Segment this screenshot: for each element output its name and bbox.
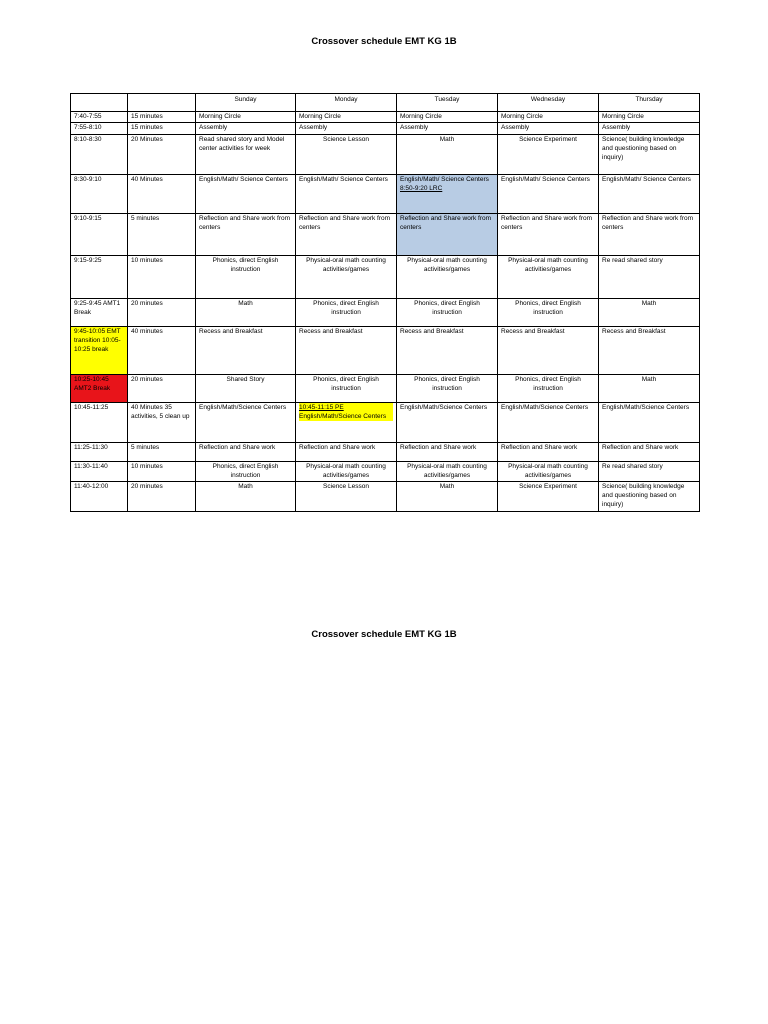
table-row (71, 462, 700, 482)
activity-cell: Phonics, direct English instruction (397, 375, 498, 403)
activity-cell: Math (397, 482, 498, 512)
activity-cell: Math (196, 299, 296, 327)
activity-cell: Reflection and Share work from centers (397, 214, 498, 256)
duration-cell: 20 minutes (128, 299, 196, 327)
activity-cell: English/Math/Science Centers (397, 403, 498, 443)
time-cell: 9:15-9:25 (71, 256, 128, 299)
duration-cell: 40 minutes (128, 327, 196, 375)
time-cell: 11:40-12:00 (71, 482, 128, 512)
page-title-second: Crossover schedule EMT KG 1B (311, 629, 457, 640)
activity-cell: Assembly (599, 123, 700, 135)
pe-note: 10:45-11:15 PE (299, 404, 344, 411)
activity-cell: Reflection and Share work (599, 443, 700, 462)
header-row (71, 94, 700, 112)
activity-cell: Recess and Breakfast (599, 327, 700, 375)
time-cell: 10:45-11:25 (71, 403, 128, 443)
duration-cell: 40 Minutes 35 activities, 5 clean up (128, 403, 196, 443)
table-row (71, 123, 700, 135)
activity-cell: Reflection and Share work (498, 443, 599, 462)
duration-cell: 40 Minutes (128, 175, 196, 214)
activity-cell-tuesday-lrc (397, 175, 498, 214)
header-thursday: Thursday (599, 94, 700, 112)
activity-cell: Phonics, direct English instruction (296, 375, 397, 403)
activity-cell: Phonics, direct English instruction (397, 299, 498, 327)
table-row (71, 112, 700, 123)
duration-cell: 20 Minutes (128, 135, 196, 175)
activity-cell: Phonics, direct English instruction (296, 299, 397, 327)
pe-highlight (299, 403, 393, 421)
activity-cell: Physical-oral math counting activities/games (498, 462, 599, 482)
activity-cell: Reflection and Share work from centers (498, 214, 599, 256)
activity-text: English/Math/ Science Centers (400, 176, 489, 183)
table-row (71, 327, 700, 375)
duration-cell: 5 minutes (128, 214, 196, 256)
activity-cell: English/Math/ Science Centers (599, 175, 700, 214)
activity-cell: Reflection and Share work from centers (196, 214, 296, 256)
activity-cell: Re read shared story (599, 462, 700, 482)
activity-cell-monday-pe (296, 403, 397, 443)
activity-cell: English/Math/Science Centers (498, 403, 599, 443)
activity-cell: Math (599, 375, 700, 403)
activity-cell: Assembly (397, 123, 498, 135)
duration-cell: 5 minutes (128, 443, 196, 462)
activity-cell: Physical-oral math counting activities/games (296, 256, 397, 299)
activity-cell: Science( building knowledge and questioning based on inquiry) (599, 135, 700, 175)
activity-cell: Read shared story and Model center activities for week (196, 135, 296, 175)
activity-cell: Assembly (196, 123, 296, 135)
activity-cell: Physical-oral math counting activities/games (498, 256, 599, 299)
activity-cell: Reflection and Share work (397, 443, 498, 462)
table-row (71, 135, 700, 175)
duration-cell: 10 minutes (128, 256, 196, 299)
activity-cell: English/Math/ Science Centers (498, 175, 599, 214)
activity-cell: Reflection and Share work (196, 443, 296, 462)
header-monday: Monday (296, 94, 397, 112)
time-cell: 7:55-8:10 (71, 123, 128, 135)
table-row (71, 299, 700, 327)
activity-cell: Morning Circle (397, 112, 498, 123)
activity-cell: Reflection and Share work from centers (296, 214, 397, 256)
activity-cell: Assembly (296, 123, 397, 135)
activity-cell: Science Lesson (296, 482, 397, 512)
duration-cell: 20 minutes (128, 375, 196, 403)
table-row (71, 214, 700, 256)
time-cell: 7:40-7:55 (71, 112, 128, 123)
activity-cell: Phonics, direct English instruction (196, 462, 296, 482)
time-cell: 9:10-9:15 (71, 214, 128, 256)
activity-cell: Reflection and Share work from centers (599, 214, 700, 256)
header-sunday: Sunday (196, 94, 296, 112)
activity-cell: Math (196, 482, 296, 512)
activity-cell: Morning Circle (296, 112, 397, 123)
activity-cell: Math (599, 299, 700, 327)
duration-cell: 15 minutes (128, 112, 196, 123)
header-wednesday: Wednesday (498, 94, 599, 112)
time-cell-red: 10:25-10:45 AMT2 Break (71, 375, 128, 403)
activity-cell: Phonics, direct English instruction (498, 299, 599, 327)
table-row (71, 403, 700, 443)
duration-cell: 20 minutes (128, 482, 196, 512)
time-cell: 9:25-9:45 AMT1 Break (71, 299, 128, 327)
activity-cell: Physical-oral math counting activities/games (296, 462, 397, 482)
activity-cell: Recess and Breakfast (196, 327, 296, 375)
activity-cell: English/Math/Science Centers (196, 403, 296, 443)
activity-cell: Morning Circle (599, 112, 700, 123)
activity-cell: Re read shared story (599, 256, 700, 299)
duration-cell: 15 minutes (128, 123, 196, 135)
schedule-table (70, 93, 700, 512)
header-tuesday: Tuesday (397, 94, 498, 112)
table-row (71, 175, 700, 214)
activity-cell: Recess and Breakfast (498, 327, 599, 375)
time-cell: 8:10-8:30 (71, 135, 128, 175)
header-duration (128, 94, 196, 112)
activity-cell: Phonics, direct English instruction (196, 256, 296, 299)
activity-cell: Math (397, 135, 498, 175)
activity-cell: Morning Circle (498, 112, 599, 123)
activity-cell: Science Experiment (498, 482, 599, 512)
activity-cell: English/Math/ Science Centers (296, 175, 397, 214)
activity-cell: Science Lesson (296, 135, 397, 175)
activity-cell: English/Math/ Science Centers (196, 175, 296, 214)
activity-cell: Phonics, direct English instruction (498, 375, 599, 403)
activity-cell: English/Math/Science Centers (599, 403, 700, 443)
activity-cell: Assembly (498, 123, 599, 135)
time-cell: 11:25-11:30 (71, 443, 128, 462)
table-row (71, 443, 700, 462)
page-title: Crossover schedule EMT KG 1B (311, 36, 457, 47)
time-cell-highlight: 9:45-10:05 EMT transition 10:05-10:25 break (71, 327, 128, 375)
duration-cell: 10 minutes (128, 462, 196, 482)
activity-cell: Science Experiment (498, 135, 599, 175)
activity-cell: Reflection and Share work (296, 443, 397, 462)
activity-cell: Physical-oral math counting activities/games (397, 256, 498, 299)
activity-cell: Recess and Breakfast (296, 327, 397, 375)
activity-cell: Physical-oral math counting activities/games (397, 462, 498, 482)
activity-cell: Recess and Breakfast (397, 327, 498, 375)
header-time (71, 94, 128, 112)
activity-cell: Science( building knowledge and questioning based on inquiry) (599, 482, 700, 512)
activity-text: English/Math/Science Centers (299, 413, 387, 421)
time-cell: 11:30-11:40 (71, 462, 128, 482)
activity-cell: Shared Story (196, 375, 296, 403)
table-row (71, 482, 700, 512)
table-row (71, 375, 700, 403)
table-row (71, 256, 700, 299)
time-cell: 8:30-9:10 (71, 175, 128, 214)
lrc-note: 8:50-9:20 LRC (400, 185, 443, 193)
activity-cell: Morning Circle (196, 112, 296, 123)
